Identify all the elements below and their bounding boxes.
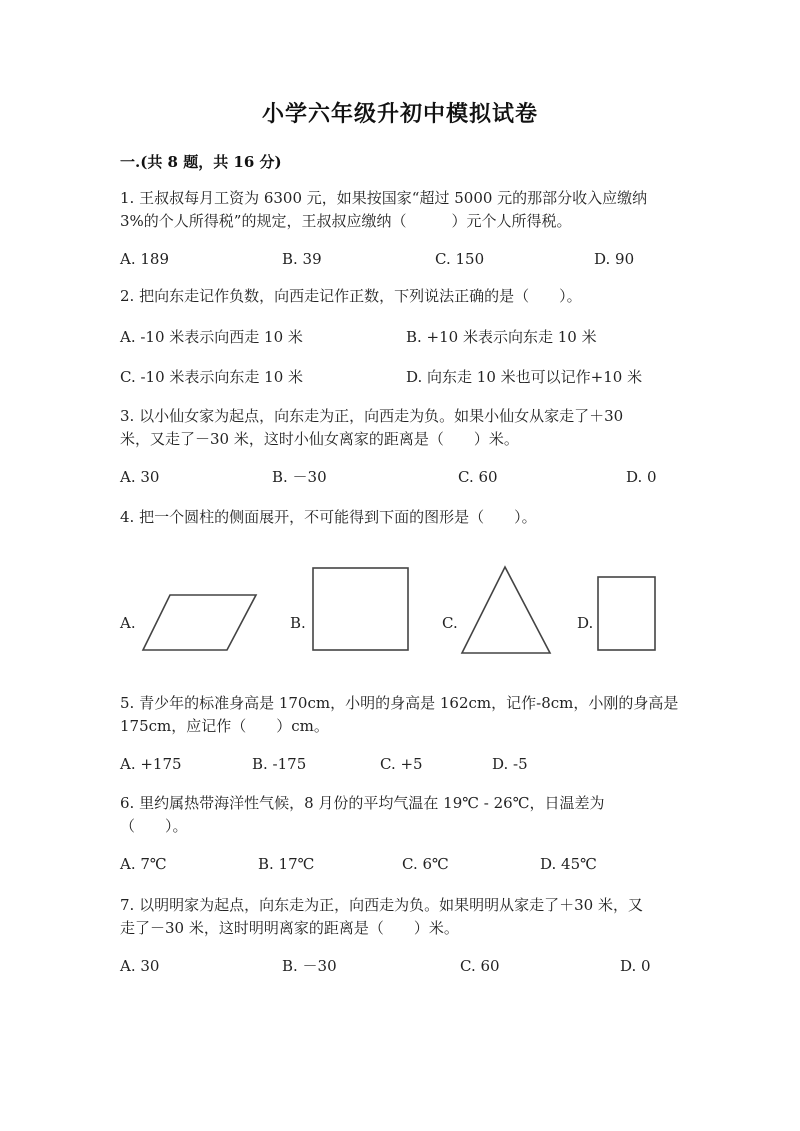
question-line: 1. 王叔叔每月工资为 6300 元，如果按国家“超过 5000 元的那部分收入应缴纳	[120, 189, 648, 207]
question-line: 3%的个人所得税”的规定，王叔叔应缴纳（ ）元个人所得税。	[120, 212, 572, 230]
question-line: 6. 里约属热带海洋性气候，8 月份的平均气温在 19℃ - 26℃，日温差为	[120, 794, 605, 812]
option-c: C. +5	[380, 755, 423, 773]
question-line: 4. 把一个圆柱的侧面展开，不可能得到下面的图形是（ ）。	[120, 508, 537, 526]
option-c: C.	[442, 614, 458, 632]
option-a: A. 30	[120, 468, 160, 486]
option-d: D. 0	[620, 957, 651, 975]
question-line: 2. 把向东走记作负数，向西走记作正数，下列说法正确的是（ ）。	[120, 287, 582, 305]
question-line: 5. 青少年的标准身高是 170cm，小明的身高是 162cm，记作-8cm，小刚的身高是	[120, 694, 679, 712]
question-1	[120, 187, 690, 233]
parallelogram-shape	[140, 592, 260, 654]
option-c: C. 60	[460, 957, 500, 975]
option-c: C. 6℃	[402, 855, 449, 873]
option-a: A. 30	[120, 957, 160, 975]
option-b: B. 17℃	[258, 855, 315, 873]
question-line: 走了－30 米，这时明明离家的距离是（ ）米。	[120, 919, 459, 937]
triangle-shape	[459, 564, 553, 656]
option-b: B. -175	[252, 755, 307, 773]
option-a: A. +175	[120, 755, 182, 773]
option-d: D. 向东走 10 米也可以记作+10 米	[406, 368, 643, 386]
square-shape	[311, 566, 411, 654]
question-line: （ ）。	[120, 817, 188, 835]
question-line: 3. 以小仙女家为起点，向东走为正，向西走为负。如果小仙女从家走了＋30	[120, 407, 624, 425]
question-line: 米，又走了－30 米，这时小仙女离家的距离是（ ）米。	[120, 430, 519, 448]
question-2	[120, 285, 690, 308]
question-4	[120, 506, 690, 529]
option-b: B. 39	[282, 250, 322, 268]
option-b: B.	[290, 614, 306, 632]
question-3	[120, 405, 690, 451]
option-a: A. -10 米表示向西走 10 米	[120, 328, 303, 346]
question-line: 175cm，应记作（ ）cm。	[120, 717, 329, 735]
option-a: A. 189	[120, 250, 169, 268]
option-d: D.	[577, 614, 594, 632]
option-b: B. －30	[272, 468, 327, 486]
question-7	[120, 894, 690, 940]
option-a: A. 7℃	[120, 855, 167, 873]
question-6	[120, 792, 690, 838]
option-b: B. －30	[282, 957, 337, 975]
page-title: 小学六年级升初中模拟试卷	[261, 101, 538, 127]
option-d: D. 45℃	[540, 855, 597, 873]
rectangle-shape	[596, 575, 658, 653]
option-a: A.	[120, 614, 136, 632]
option-c: C. -10 米表示向东走 10 米	[120, 368, 304, 386]
option-b: B. +10 米表示向东走 10 米	[406, 328, 597, 346]
option-d: D. 90	[594, 250, 635, 268]
option-c: C. 60	[458, 468, 498, 486]
question-5	[120, 692, 690, 738]
section-header: 一.(共 8 题，共 16 分)	[120, 153, 282, 171]
option-d: D. -5	[492, 755, 528, 773]
option-d: D. 0	[626, 468, 657, 486]
question-line: 7. 以明明家为起点，向东走为正，向西走为负。如果明明从家走了＋30 米，又	[120, 896, 643, 914]
option-c: C. 150	[435, 250, 485, 268]
